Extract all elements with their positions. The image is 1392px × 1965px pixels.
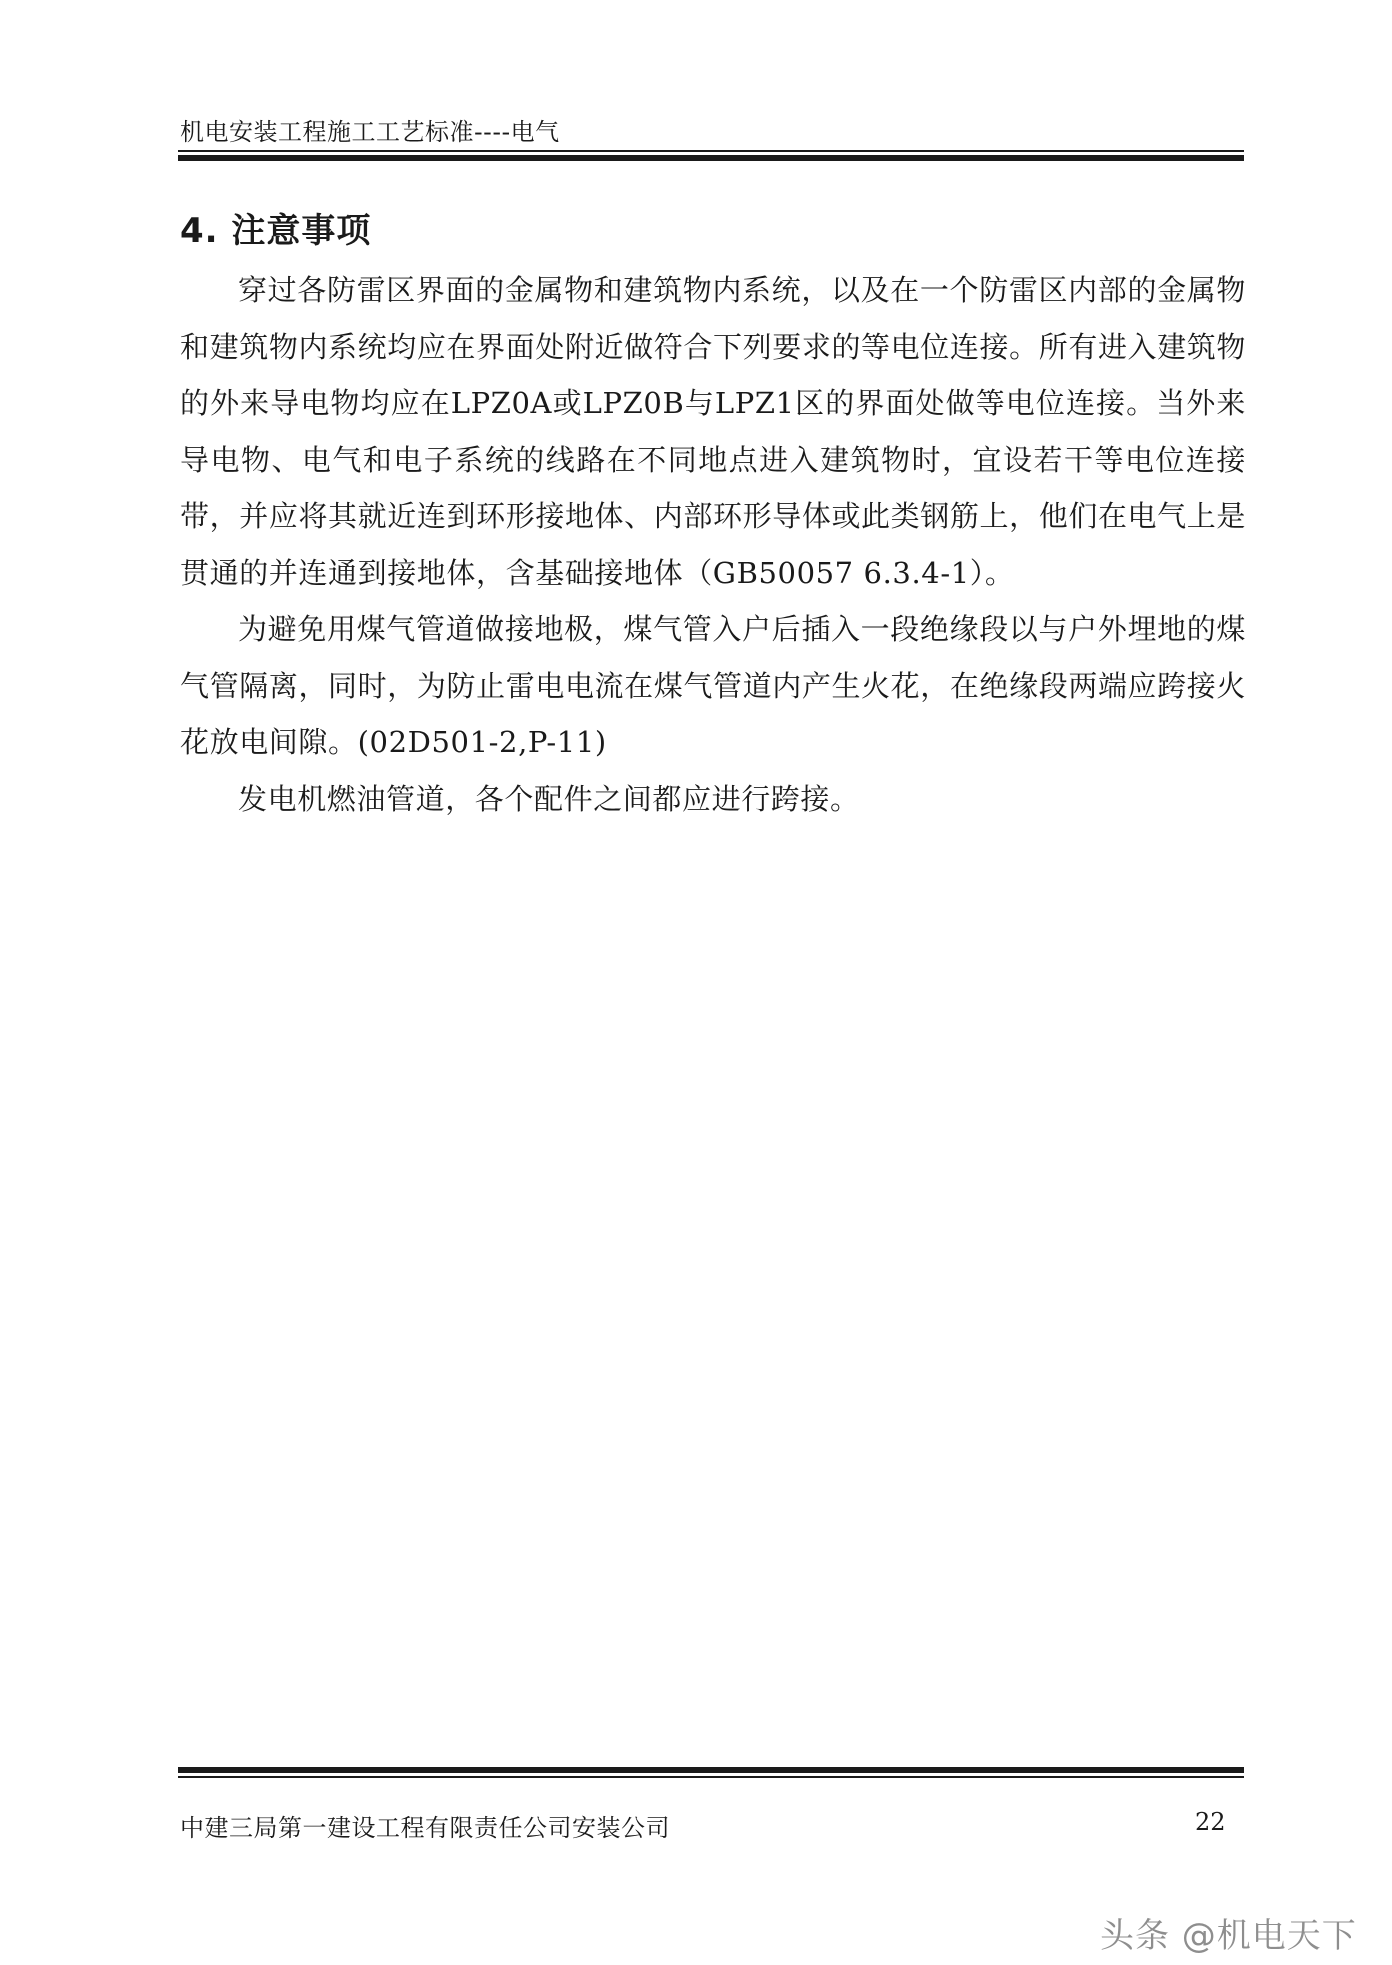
paragraph-generator-fuel: 发电机燃油管道，各个配件之间都应进行跨接。 (238, 781, 860, 816)
footer-divider (178, 1767, 1244, 1778)
paragraph-gas-pipe: 为避免用煤气管道做接地极，煤气管入户后插入一段绝缘段以与户外埋地的煤气管隔离，同时，为防止雷电电流在煤气管道内产生火花，在绝缘段两端应跨接火花放电间隙。(02D501-2,P-11) (180, 612, 1246, 759)
paragraph-equipotential: 穿过各防雷区界面的金属物和建筑物内系统，以及在一个防雷区内部的金属物和建筑物内系统均应在界面处附近做符合下列要求的等电位连接。所有进入建筑物的外来导电物均应在LPZ0A或LPZ0B与LPZ1区的界面处做等电位连接。当外来导电物、电气和电子系统的线路在不同地点进入建筑物时，宜设若干等电位连接带，并应将其就近连到环形接地体、内部环形导体或此类钢筋上，他们在电气上是贯通的并连通到接地体，含基础接地体（GB50057 6.3.4-1）。 (180, 273, 1246, 590)
header-rule-thin (178, 150, 1244, 152)
section-heading: 4. 注意事项 (180, 211, 372, 251)
watermark: 头条 @机电天下 (1100, 1916, 1357, 1956)
footer-rule-thin (178, 1776, 1244, 1778)
header-divider (178, 150, 1244, 161)
page-number: 22 (1195, 1808, 1226, 1836)
footer-rule-thick (178, 1767, 1244, 1773)
header-rule-thick (178, 155, 1244, 161)
footer-company-name: 中建三局第一建设工程有限责任公司安装公司 (180, 1814, 670, 1842)
document-header-title: 机电安装工程施工工艺标准----电气 (180, 118, 560, 146)
section-body (180, 262, 1246, 827)
